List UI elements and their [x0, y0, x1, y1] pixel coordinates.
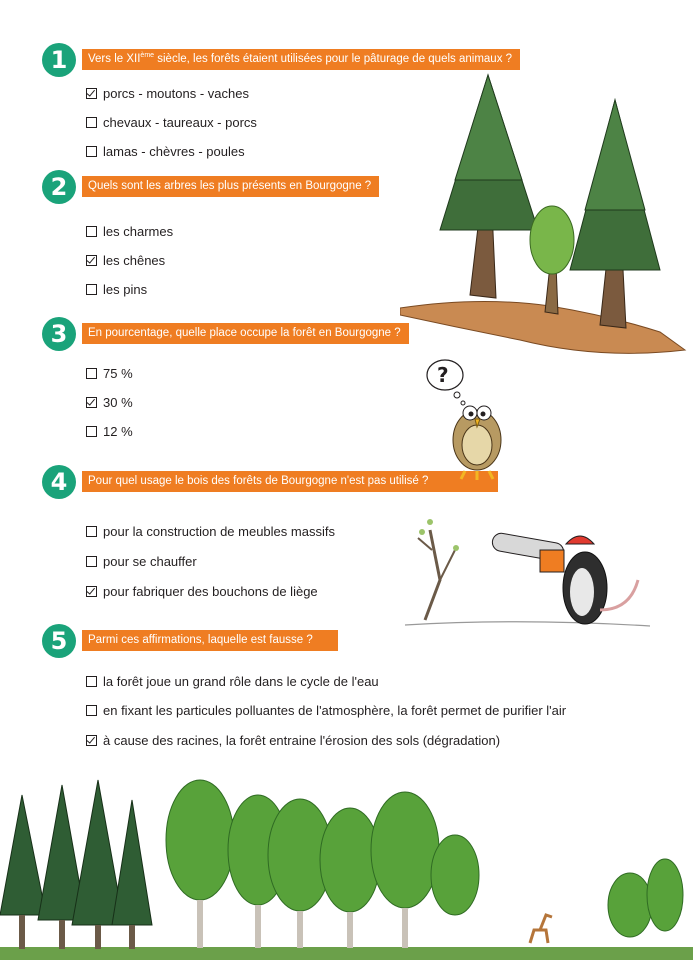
question-text: Pour quel usage le bois des forêts de Bourgogne n'est pas utilisé ? [82, 471, 498, 492]
option-label: en fixant les particules polluantes de l'atmosphère, la forêt permet de purifier l'air [103, 703, 567, 718]
checkbox[interactable] [86, 526, 97, 537]
answer-option[interactable] [86, 554, 197, 569]
checkbox[interactable] [86, 284, 97, 295]
answer-option[interactable] [86, 703, 566, 718]
question-number: 2 [42, 170, 76, 204]
checkbox[interactable] [86, 226, 97, 237]
option-label: les pins [103, 282, 148, 297]
answer-option[interactable] [86, 366, 133, 381]
checkbox[interactable] [86, 88, 97, 99]
checkbox[interactable] [86, 676, 97, 687]
question-mark-icon: ? [437, 363, 449, 387]
mole-chainsaw-illustration [400, 510, 660, 635]
question-number: 3 [42, 317, 76, 351]
checkbox[interactable] [86, 255, 97, 266]
option-label: 75 % [103, 366, 133, 381]
answer-option[interactable] [86, 224, 173, 239]
question-number: 4 [42, 465, 76, 499]
option-label: pour la construction de meubles massifs [103, 524, 335, 539]
answer-option[interactable] [86, 115, 257, 130]
question-number: 1 [42, 43, 76, 77]
question-text: Vers le XIIème siècle, les forêts étaient utilisées pour le pâturage de quels animaux ? [82, 49, 520, 70]
option-label: 30 % [103, 395, 133, 410]
answer-option[interactable] [86, 395, 133, 410]
checkbox[interactable] [86, 426, 97, 437]
answer-option[interactable] [86, 674, 379, 689]
answer-option[interactable] [86, 584, 318, 599]
question-text: Quels sont les arbres les plus présents en Bourgogne ? [82, 176, 379, 197]
checkbox[interactable] [86, 586, 97, 597]
option-label: lamas - chèvres - poules [103, 144, 245, 159]
answer-option[interactable] [86, 524, 335, 539]
fir-trees-illustration [400, 70, 690, 360]
checkbox[interactable] [86, 117, 97, 128]
checkbox[interactable] [86, 368, 97, 379]
checkbox[interactable] [86, 735, 97, 746]
answer-option[interactable] [86, 282, 147, 297]
option-label: à cause des racines, la forêt entraine l'érosion des sols (dégradation) [103, 733, 501, 748]
forest-illustration [0, 765, 693, 960]
question-text: En pourcentage, quelle place occupe la forêt en Bourgogne ? [82, 323, 409, 344]
option-label: pour fabriquer des bouchons de liège [103, 584, 318, 599]
answer-option[interactable] [86, 144, 245, 159]
option-label: la forêt joue un grand rôle dans le cycle de l'eau [103, 674, 379, 689]
answer-option[interactable] [86, 424, 133, 439]
answer-option[interactable] [86, 86, 249, 101]
checkbox[interactable] [86, 705, 97, 716]
checkbox[interactable] [86, 556, 97, 567]
answer-option[interactable] [86, 253, 165, 268]
option-label: les charmes [103, 224, 174, 239]
question-number: 5 [42, 624, 76, 658]
option-label: les chênes [103, 253, 166, 268]
option-label: pour se chauffer [103, 554, 197, 569]
checkbox[interactable] [86, 397, 97, 408]
answer-option[interactable] [86, 733, 500, 748]
option-label: porcs - moutons - vaches [103, 86, 249, 101]
checkbox[interactable] [86, 146, 97, 157]
option-label: 12 % [103, 424, 133, 439]
question-text: Parmi ces affirmations, laquelle est fausse ? [82, 630, 338, 651]
option-label: chevaux - taureaux - porcs [103, 115, 257, 130]
